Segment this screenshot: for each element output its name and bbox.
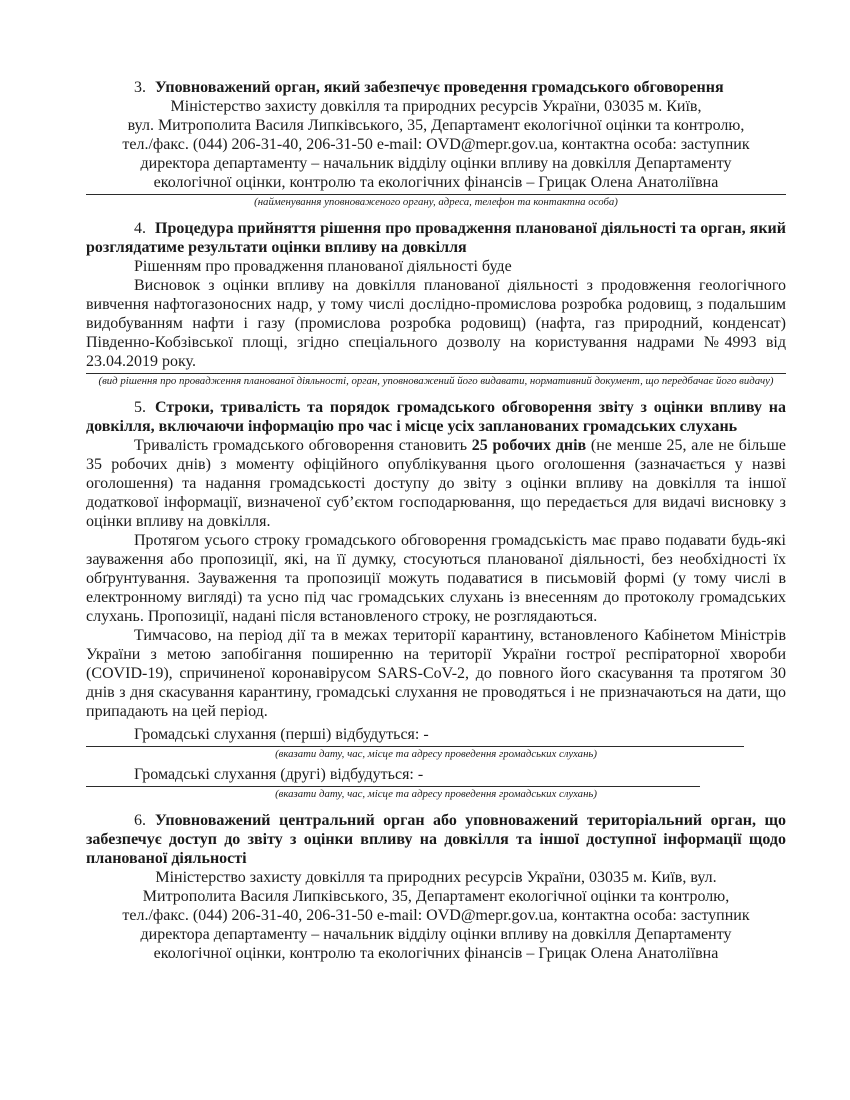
section-heading-text: Строки, тривалість та порядок громадського обговорення звіту з оцінки впливу на довкілля, включаючи інформацію про час і місце усіх запланованих громадських слухань <box>86 399 786 435</box>
field-caption: (найменування уповноваженого органу, адреса, телефон та контактна особа) <box>254 196 618 208</box>
section-number: 3. <box>134 79 146 96</box>
hearing-second-line: Громадські слухання (другі) відбудуться: - <box>134 766 424 783</box>
paragraph <box>86 436 786 531</box>
hearing-first-block <box>86 725 786 761</box>
address-line: екологічної оцінки, контролю та екологічних фінансів – Грицак Олена Анатоліївна <box>153 945 719 962</box>
hearing-second-block <box>86 765 786 801</box>
section-heading-text: Уповноважений орган, який забезпечує проведення громадського обговорення <box>155 79 724 96</box>
paragraph-text: (не менше 25, але не більше 35 робочих днів) з моменту офіційного опублікування цього оголошення (зазначається у назві оголошення) та надання громадськості доступу до звіту з оцінки впливу на довкілля та іншої додаткової інформації, визначеної суб’єктом господарювання, що передається для видачі висновку з оцінки впливу на довкілля. <box>86 437 786 530</box>
section-5-heading <box>86 398 786 436</box>
section-3-heading <box>86 78 786 97</box>
field-caption: (вказати дату, час, місце та адресу проведення громадських слухань) <box>275 748 597 760</box>
paragraph: Висновок з оцінки впливу на довкілля планованої діяльності з продовження геологічного вивчення нафтогазоносних надр, у тому числі дослідно-промислова розробка родовищ, з подальшим видобуванням нафти і газу (промислова розробка родовищ) (нафта, газ природний, конденсат) Південно-Кобзівської площі, згідно спеціального дозволу на користування надрами №4993 від 23.04.2019 року. <box>86 277 786 370</box>
address-line: директора департаменту – начальник відділу оцінки впливу на довкілля Департаменту <box>140 155 732 172</box>
duration-bold: 25 робочих днів <box>471 437 587 454</box>
paragraph: Протягом усього строку громадського обговорення громадськість має право подавати будь-які зауваження або пропозиції, які, на її думку, стосуються планованої діяльності, без необхідності їх обґрунтування. Зауваження та пропозиції можуть подаватися в письмовій формі (у тому числі в електронному вигляді) та усно під час громадських слухань із внесенням до протоколу громадських слухань. Пропозиції, надані після встановленого строку, не розглядаються. <box>86 532 786 625</box>
section-3-authorized-body <box>86 78 786 209</box>
address-line: тел./факс. (044) 206-31-40, 206-31-50 e-mail: OVD@mepr.gov.ua, контактна особа: заступник <box>122 907 750 924</box>
paragraph: Тимчасово, на період дії та в межах території карантину, встановленого Кабінетом Міністрів України з метою запобігання поширенню на території України гострої респіраторної хвороби (COVID-19), спричиненої коронавірусом SARS-CoV-2, до повного його скасування та протягом 30 днів з дня скасування карантину, громадські слухання не проводяться і не призначаються на дати, що припадають на цей період. <box>86 627 786 720</box>
section-heading-text: Процедура прийняття рішення про провадження планованої діяльності та орган, який розглядатиме результати оцінки впливу на довкілля <box>86 220 786 256</box>
address-line: Міністерство захисту довкілля та природних ресурсів України, 03035 м. Київ, <box>170 98 702 115</box>
section-number: 4. <box>134 220 146 237</box>
hearing-first-line: Громадські слухання (перші) відбудуться: - <box>134 726 429 743</box>
field-caption: (вказати дату, час, місце та адресу проведення громадських слухань) <box>275 788 597 800</box>
address-line: Митрополита Василя Липківського, 35, Департамент екологічної оцінки та контролю, <box>142 888 730 905</box>
section-6-heading <box>86 811 786 868</box>
section-4-decision-procedure <box>86 219 786 388</box>
section-number: 6. <box>134 812 146 829</box>
section-4-heading <box>86 219 786 257</box>
address-line: вул. Митрополита Василя Липківського, 35, Департамент екологічної оцінки та контролю, <box>127 117 745 134</box>
field-caption: (вид рішення про провадження планованої діяльності, орган, уповноважений його видавати, нормативний документ, що передбачає його видачу) <box>98 375 774 387</box>
address-line: Міністерство захисту довкілля та природних ресурсів України, 03035 м. Київ, вул. <box>155 869 717 886</box>
section-number: 5. <box>134 399 146 416</box>
paragraph: Рішенням про провадження планованої діяльності буде <box>134 258 512 275</box>
section-6-access-authority <box>86 811 786 963</box>
section-heading-text: Уповноважений центральний орган або уповноважений територіальний орган, що забезпечує доступ до звіту з оцінки впливу на довкілля та іншої доступної інформації щодо планованої діяльності <box>86 812 786 867</box>
paragraph-text: Тривалість громадського обговорення становить <box>134 437 472 454</box>
section-5-public-discussion-terms <box>86 398 786 801</box>
address-line: тел./факс. (044) 206-31-40, 206-31-50 e-mail: OVD@mepr.gov.ua, контактна особа: заступник <box>122 136 750 153</box>
address-line: директора департаменту – начальник відділу оцінки впливу на довкілля Департаменту <box>140 926 732 943</box>
address-line: екологічної оцінки, контролю та екологічних фінансів – Грицак Олена Анатоліївна <box>153 174 719 191</box>
